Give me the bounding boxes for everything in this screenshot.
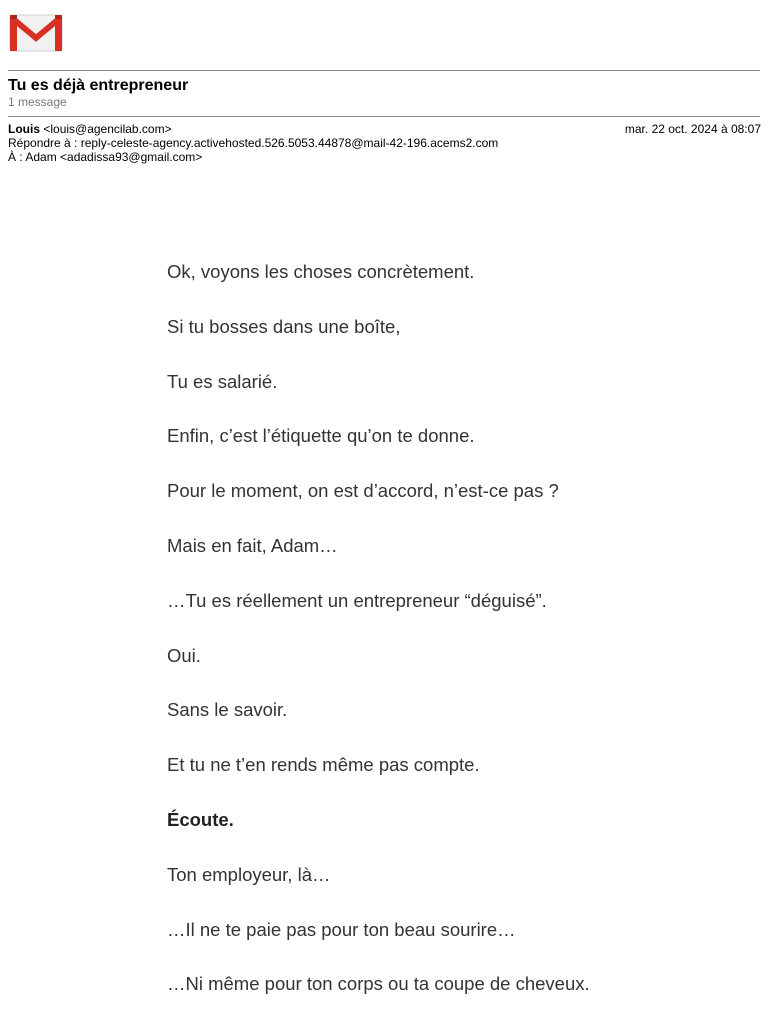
header-divider bbox=[8, 70, 760, 71]
gmail-logo-icon bbox=[8, 13, 64, 53]
reply-to-line: Répondre à : reply-celeste-agency.activehosted.526.5053.44878@mail-42-196.acems2.com bbox=[8, 136, 499, 150]
message-date: mar. 22 oct. 2024 à 08:07 bbox=[624, 122, 761, 136]
body-paragraph: Écoute. bbox=[167, 808, 234, 830]
body-paragraph: …Ni même pour ton corps ou ta coupe de cheveux. bbox=[167, 973, 590, 995]
body-paragraph: Ton employeur, là… bbox=[167, 863, 331, 885]
body-paragraph: Mais en fait, Adam… bbox=[167, 534, 338, 556]
sender-name: Louis bbox=[8, 122, 40, 136]
body-paragraph: Sans le savoir. bbox=[167, 699, 288, 721]
body-paragraph: …Tu es réellement un entrepreneur “déguisé”. bbox=[167, 589, 547, 611]
body-paragraph: Tu es salarié. bbox=[167, 370, 278, 392]
email-body bbox=[167, 260, 727, 1024]
message-count: 1 message bbox=[8, 95, 67, 109]
message-divider bbox=[8, 116, 760, 117]
recipient-line: À : Adam <adadissa93@gmail.com> bbox=[8, 150, 203, 164]
body-paragraph: Et tu ne t’en rends même pas compte. bbox=[167, 754, 480, 776]
body-paragraph: Ok, voyons les choses concrètement. bbox=[167, 261, 475, 282]
sender-line bbox=[8, 122, 172, 136]
body-paragraph: Si tu bosses dans une boîte, bbox=[167, 315, 401, 337]
thread-subject: Tu es déjà entrepreneur bbox=[8, 77, 189, 94]
body-paragraph: Enfin, c’est l’étiquette qu’on te donne. bbox=[167, 425, 475, 447]
sender-email[interactable]: <louis@agencilab.com> bbox=[43, 122, 172, 136]
body-paragraph: Pour le moment, on est d’accord, n’est-ce pas ? bbox=[167, 480, 559, 502]
body-paragraph: …Il ne te paie pas pour ton beau sourire… bbox=[167, 918, 516, 940]
body-paragraph: Oui. bbox=[167, 644, 201, 666]
